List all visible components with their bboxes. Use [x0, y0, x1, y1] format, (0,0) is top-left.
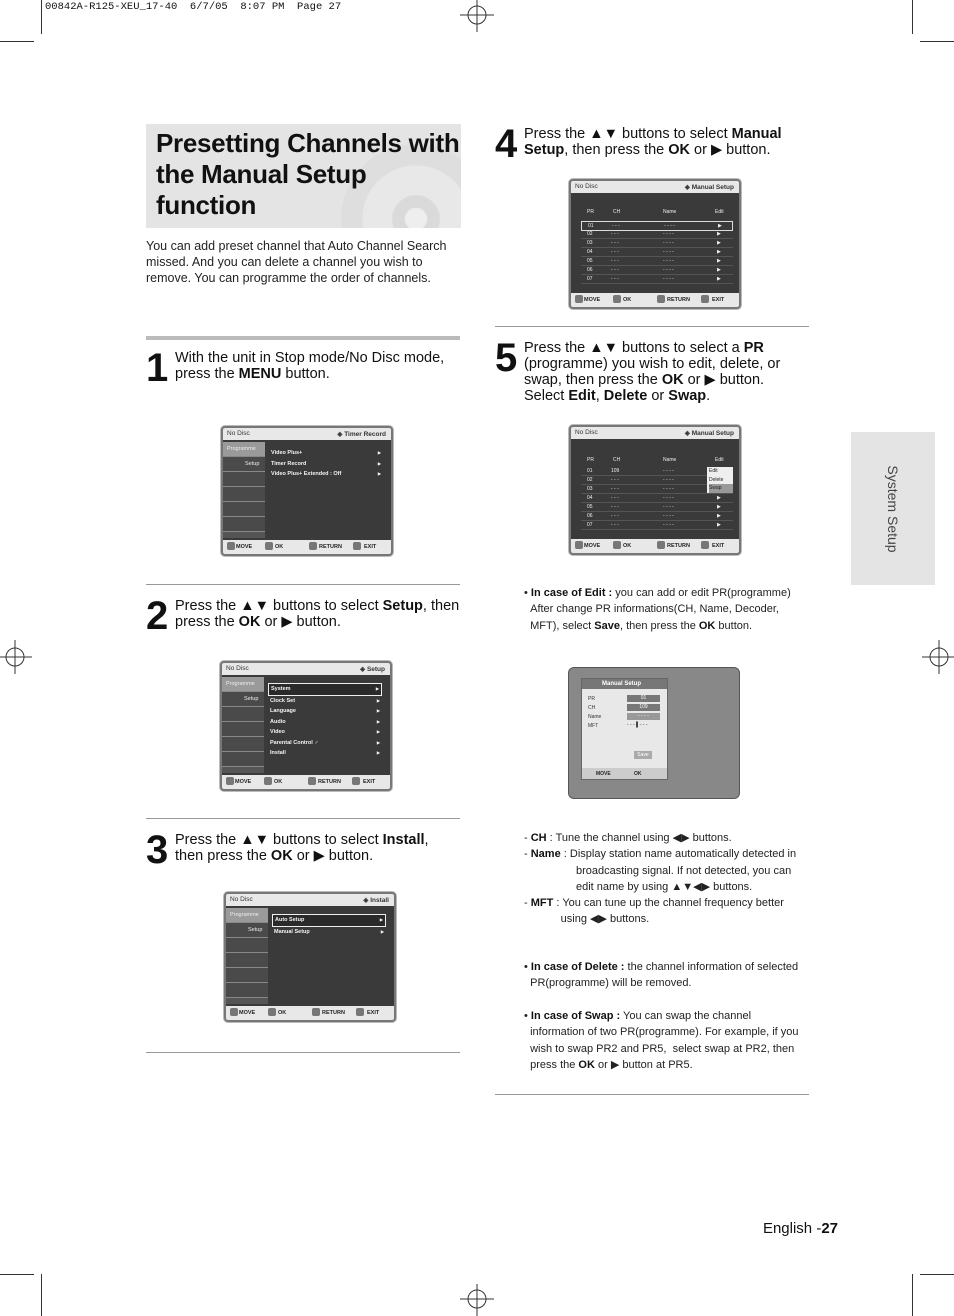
registration-mark-icon: [920, 640, 954, 674]
crop-mark: [920, 1274, 954, 1275]
crop-mark: [912, 1274, 913, 1316]
divider: [495, 1094, 809, 1095]
menu-item: Clock Set ▶: [268, 696, 382, 707]
step-number: 3: [146, 828, 169, 872]
menu-item-selected: Auto Setup ▶: [272, 914, 386, 927]
crop-mark: [41, 1274, 42, 1316]
step-number: 1: [146, 346, 169, 390]
divider: [146, 336, 460, 340]
registration-mark-icon: [460, 0, 494, 34]
menu-item: Video Plus+ ▶: [269, 448, 383, 459]
crop-mark: [0, 41, 34, 42]
menu-item: Video ▶: [268, 727, 382, 738]
bullet-notes: - CH : Tune the channel using ◀▶ buttons. - Name : Display station name automatically detected in broadcasting signal. If not detected, you can edit name by using ▲▼◀▶ buttons. - MFT : You can tune up the channel frequency better using ◀▶ buttons.: [524, 832, 797, 926]
bullet-edit: • In case of Edit : you can add or edit PR(programme) After change PR informations(CH, Name, Decoder, MFT), select Save, then press the OK button.: [524, 587, 791, 632]
menu-item-selected: System ▶: [268, 683, 382, 696]
divider: [146, 818, 460, 819]
osd-status: No Disc: [227, 430, 250, 437]
menu-item: Audio ▶: [268, 717, 382, 728]
print-header: 00842A-R125-XEU_17-40 6/7/05 8:07 PM Page 27: [45, 1, 342, 13]
step-number: 5: [495, 336, 518, 380]
step-text: With the unit in Stop mode/No Disc mode, press the MENU button.: [175, 350, 445, 382]
menu-item: Video Plus+ Extended : Off ▶: [269, 469, 383, 480]
osd-title: ◈ Timer Record: [337, 431, 386, 438]
registration-mark-icon: [460, 1282, 494, 1316]
crop-mark: [912, 0, 913, 34]
osd-screen-timer: [221, 426, 393, 556]
registration-mark-icon: [0, 640, 34, 674]
step-text: Press the ▲▼ buttons to select a PR (programme) you wish to edit, delete, or swap, then press the OK or ▶ button. Select Edit, Delete or Swap.: [524, 340, 781, 404]
crop-mark: [920, 41, 954, 42]
menu-item: Parental Control ♂ ▶: [268, 738, 382, 749]
save-button: Save: [634, 751, 652, 759]
menu-item: Manual Setup ▶: [272, 927, 386, 938]
osd-screen-setup: No Disc ◈ Setup Programme Setup System ▶ Clock Set ▶ Language ▶ Audio ▶ Video ▶ Parental Control ♂ ▶ Install ▶ MOVE OK RETURN EXIT: [220, 661, 392, 791]
divider: [146, 584, 460, 585]
edit-popup: Edit Delete Swap: [707, 467, 733, 493]
side-programme: Programme: [223, 442, 265, 457]
osd-screen-manual-edit: No Disc ◈ Manual Setup PR CH Name Edit 01 109 - - - - 02 - - - - - - - 03 - - - - - - - 04 - - - - - - - ▶ 05 - - - - - - - ▶ 06 - - - - - - - ▶ 07 - - - - - - - ▶ Edit Delete Swap MOVE OK RETURN EXIT: [569, 425, 741, 555]
section-tab: System Setup: [851, 432, 935, 585]
step-text: Press the ▲▼ buttons to select Install, then press the OK or ▶ button.: [175, 832, 429, 864]
intro-text: You can add preset channel that Auto Channel Search missed. And you can delete a channel you wish to remove. You can programme the order of channels.: [146, 239, 447, 285]
page-title: Presetting Channels with the Manual Setup function: [156, 128, 460, 220]
osd-screen-manual-setup: No Disc ◈ Manual Setup PR CH Name Edit 01 - - - - - - - ▶ 02 - - - - - - - ▶ 03 - - - - - - - ▶ 04 - - - - - - - ▶ 05 - - - - - - - ▶ 06 - - - - - - - ▶ 07 - - - - - - - ▶ MOVE OK RETURN EXIT: [569, 179, 741, 309]
page-number: English -27: [762, 1220, 838, 1237]
step-text: Press the ▲▼ buttons to select Setup, then press the OK or ▶ button.: [175, 598, 460, 630]
bullet-delete: • In case of Delete : the channel information of selected PR(programme) will be removed.: [524, 961, 799, 990]
side-setup: Setup: [223, 457, 265, 472]
divider: [146, 1052, 460, 1053]
menu-item: Language ▶: [268, 706, 382, 717]
step-number: 2: [146, 594, 169, 638]
osd-screen-install: No Disc ◈ Install Programme Setup Auto Setup ▶ Manual Setup ▶ MOVE OK RETURN EXIT: [224, 892, 396, 1022]
divider: [495, 326, 809, 327]
menu-item: Install ▶: [268, 748, 382, 759]
osd-manual-setup-panel: Manual Setup PR CH Name MFT 01 109 - - - - - - - ▌- - - Save MOVE OK: [568, 667, 740, 799]
step-number: 4: [495, 122, 518, 166]
title-box: [146, 124, 461, 228]
crop-mark: [41, 0, 42, 34]
bullet-swap: • In case of Swap : You can swap the channel information of two PR(programme). For example, if you wish to swap PR2 and PR5, select swap at PR2, then press the OK or ▶ button at PR5.: [524, 1010, 799, 1071]
osd-footer: MOVE OK RETURN EXIT: [223, 540, 391, 554]
menu-item: Timer Record ▶: [269, 459, 383, 470]
step-text: Press the ▲▼ buttons to select Manual Setup, then press the OK or ▶ button.: [524, 126, 782, 158]
crop-mark: [0, 1274, 34, 1275]
